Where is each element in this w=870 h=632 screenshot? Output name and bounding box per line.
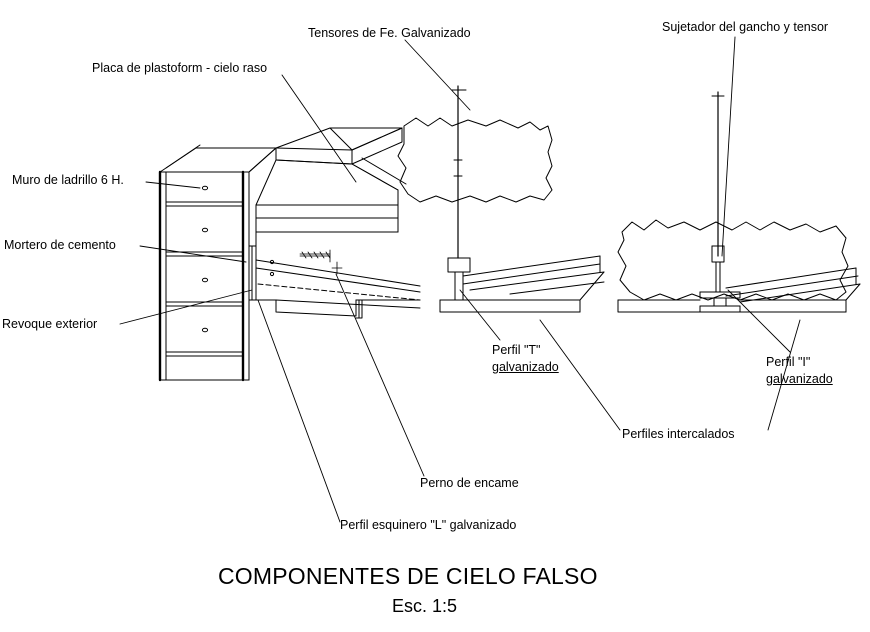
- label-perfil-t-line1: Perfil "T": [492, 343, 541, 357]
- drawing-scale: Esc. 1:5: [392, 596, 458, 616]
- label-perfil-t-line2: galvanizado: [492, 360, 559, 374]
- label-perfil-i-line1: Perfil "I": [766, 355, 811, 369]
- label-perfiles-intercalados: Perfiles intercalados: [622, 427, 735, 441]
- label-perfil-i-line2: galvanizado: [766, 372, 833, 386]
- label-sujetador: Sujetador del gancho y tensor: [662, 20, 829, 34]
- label-tensores: Tensores de Fe. Galvanizado: [308, 26, 471, 40]
- right-assembly-perfil-i: [618, 92, 860, 312]
- drawing-title: COMPONENTES DE CIELO FALSO: [218, 563, 598, 589]
- middle-assembly-perfil-t: [398, 86, 604, 312]
- wall-section: [160, 145, 276, 380]
- leader-lines: [120, 37, 800, 522]
- label-muro-ladrillo: Muro de ladrillo 6 H.: [12, 173, 124, 187]
- label-perno-encame: Perno de encame: [420, 476, 519, 490]
- label-mortero-cemento: Mortero de cemento: [4, 238, 116, 252]
- left-profiles-detail: [249, 246, 420, 318]
- label-revoque-exterior: Revoque exterior: [2, 317, 98, 331]
- label-placa-plastoform: Placa de plastoform - cielo raso: [92, 61, 268, 75]
- label-perfil-esquinero: Perfil esquinero "L" galvanizado: [340, 518, 517, 532]
